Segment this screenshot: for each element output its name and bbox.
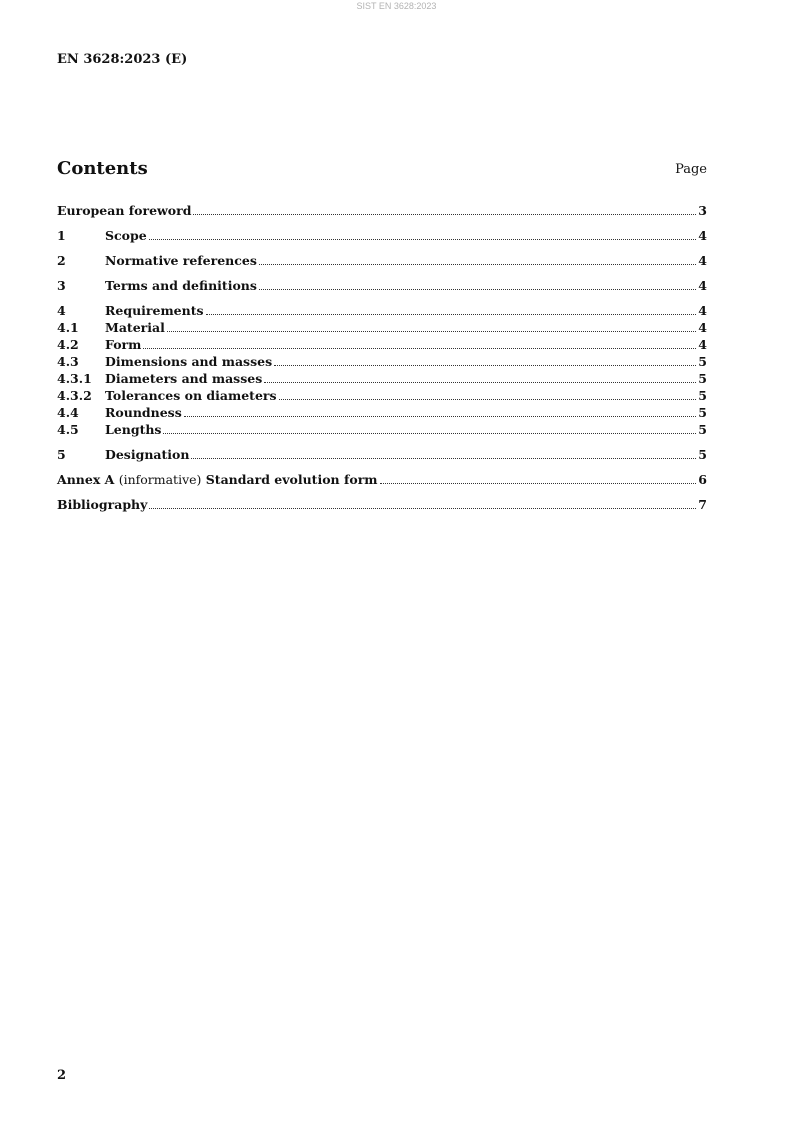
toc-entry-number: 2 [57,253,66,268]
toc-entry-material[interactable] [57,318,707,335]
toc-leader-dots [163,420,696,434]
toc-entry-annex-a[interactable] [57,470,707,487]
toc-entry-page: 5 [698,422,707,437]
toc-leader-dots [149,495,696,509]
toc-entry-page: 4 [698,303,707,318]
toc-leader-dots [264,369,696,383]
toc-entry-number: 3 [57,278,66,293]
toc-leader-dots [193,201,696,215]
page-number: 2 [57,1068,67,1083]
toc-entry-form[interactable] [57,335,707,352]
toc-entry-lengths[interactable] [57,420,707,437]
toc-entry-dimensions-and-masses[interactable] [57,352,707,369]
toc-entry-number: 4 [57,303,66,318]
toc-entry-number: 1 [57,228,66,243]
toc-entry-page: 3 [698,203,707,218]
toc-entry-number: 4.1 [57,320,79,335]
toc-leader-dots [167,318,696,332]
toc-entry-title: Terms and definitions [105,278,257,293]
page-column-label: Page [675,162,707,177]
toc-entry-number: 4.3.2 [57,388,92,403]
toc-entry-normative-references[interactable] [57,251,707,268]
toc-annex-type: (informative) [118,472,202,487]
toc-leader-dots [191,445,696,459]
toc-entry-page: 4 [698,320,707,335]
toc-entry-page: 5 [698,388,707,403]
toc-leader-dots [143,335,696,349]
toc-entry-number: 4.5 [57,422,79,437]
toc-annex-title: Standard evolution form [205,472,378,487]
toc-leader-dots [380,470,697,484]
toc-entry-title [57,471,378,488]
toc-entry-title: Bibliography [57,497,148,512]
toc-entry-requirements[interactable] [57,301,707,318]
toc-entry-title: Lengths [105,422,162,437]
contents-header [57,158,707,182]
toc-leader-dots [259,276,696,290]
document-id: EN 3628:2023 (E) [57,52,188,67]
table-of-contents [57,201,707,512]
toc-entry-page: 4 [698,228,707,243]
toc-entry-title: Normative references [105,253,257,268]
toc-entry-title: Scope [105,228,147,243]
toc-entry-page: 5 [698,354,707,369]
toc-entry-page: 4 [698,278,707,293]
toc-entry-page: 5 [698,447,707,462]
toc-entry-title: Dimensions and masses [105,354,273,369]
toc-entry-number: 5 [57,447,66,462]
toc-leader-dots [149,226,697,240]
toc-annex-label: Annex A [57,472,115,487]
toc-entry-scope[interactable] [57,226,707,243]
toc-entry-page: 4 [698,253,707,268]
toc-entry-title: Requirements [105,303,204,318]
toc-entry-number: 4.3 [57,354,79,369]
watermark: SIST EN 3628:2023 [356,1,437,11]
toc-leader-dots [274,352,696,366]
toc-entry-bibliography[interactable] [57,495,707,512]
toc-leader-dots [184,403,697,417]
contents-title: Contents [57,158,148,179]
toc-entry-title: Form [105,337,142,352]
toc-entry-title: Tolerances on diameters [105,388,277,403]
toc-entry-number: 4.4 [57,405,79,420]
toc-entry-title: Material [105,320,165,335]
toc-entry-terms-and-definitions[interactable] [57,276,707,293]
toc-entry-page: 4 [698,337,707,352]
toc-entry-page: 5 [698,371,707,386]
toc-entry-number: 4.3.1 [57,371,92,386]
toc-entry-tolerances-on-diameters[interactable] [57,386,707,403]
toc-entry-roundness[interactable] [57,403,707,420]
toc-entry-title: Diameters and masses [105,371,263,386]
toc-entry-european-foreword[interactable] [57,201,707,218]
toc-entry-title: European foreword [57,203,192,218]
toc-entry-designation[interactable] [57,445,707,462]
toc-entry-page: 7 [698,497,707,512]
toc-leader-dots [259,251,696,265]
toc-entry-title: Roundness [105,405,182,420]
toc-entry-page: 6 [698,472,707,487]
toc-entry-page: 5 [698,405,707,420]
toc-entry-diameters-and-masses[interactable] [57,369,707,386]
toc-entry-title: Designation [105,447,190,462]
toc-leader-dots [279,386,697,400]
toc-leader-dots [206,301,697,315]
toc-entry-number: 4.2 [57,337,79,352]
